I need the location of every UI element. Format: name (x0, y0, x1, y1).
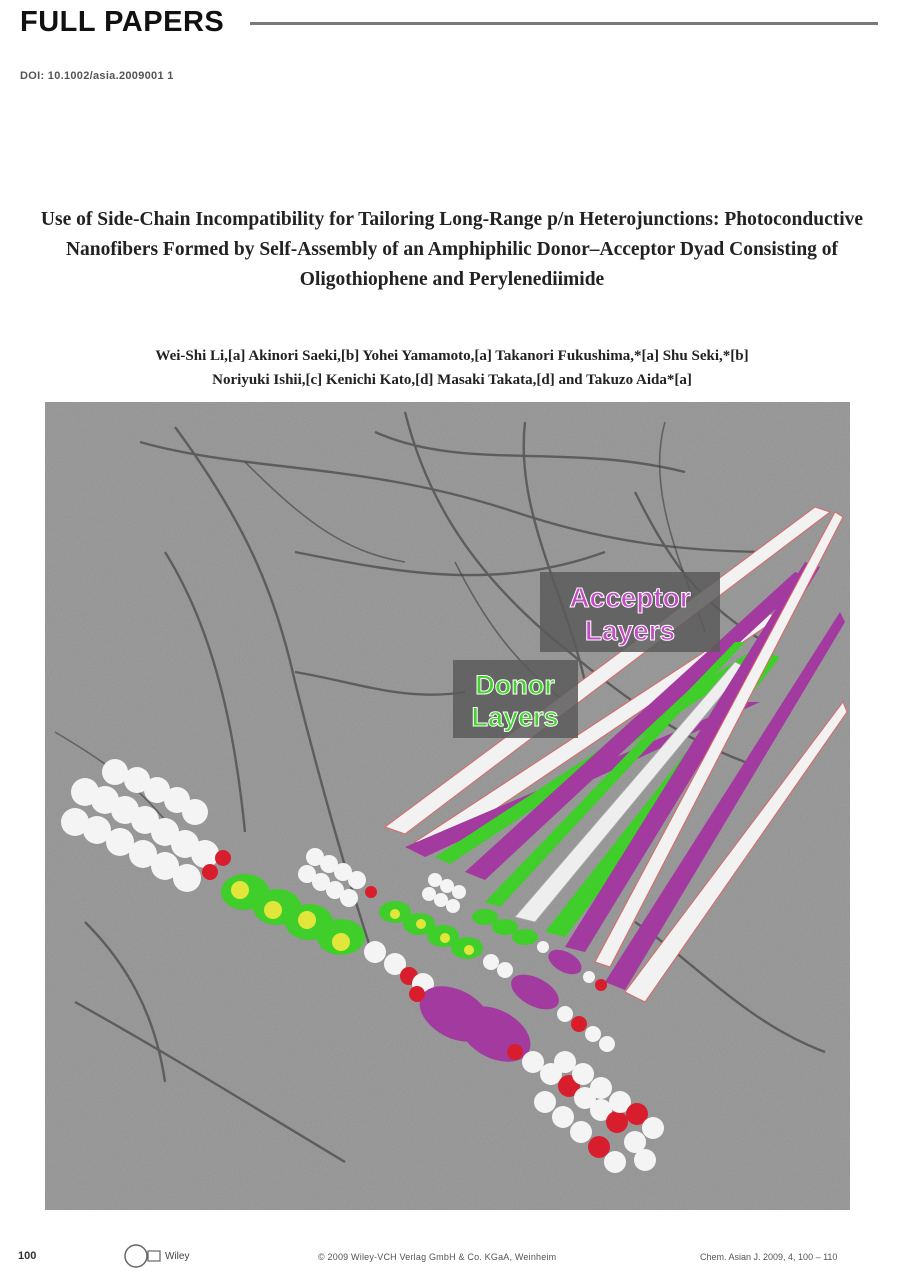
section-label: FULL PAPERS (20, 6, 225, 38)
author-list (14, 344, 890, 392)
acceptor-layers-label (540, 572, 720, 652)
toc-graphic (45, 402, 850, 1210)
article-title: Use of Side-Chain Incompatibility for Tailoring Long-Range p/n Heterojunctions: Photoconductive Nanofibers Formed by Self-Assembly of an Amphiphilic Donor–Acceptor Dyad Consisting of Oligothiophene and Perylenediimide (40, 209, 864, 290)
doi[interactable]: DOI: 10.1002/asia.2009001 1 (20, 70, 174, 82)
copyright-notice: © 2009 Wiley-VCH Verlag GmbH & Co. KGaA, Weinheim (318, 1252, 557, 1262)
authors-line-1: Wei-Shi Li,[a] Akinori Saeki,[b] Yohei Yamamoto,[a] Takanori Fukushima,*[a] Shu Seki,*[b] (155, 348, 749, 364)
page-number: 100 (18, 1250, 37, 1262)
donor-label-line2: Layers (471, 702, 559, 732)
acceptor-label-line1: Acceptor (569, 582, 691, 613)
acceptor-label-line2: Layers (584, 615, 676, 646)
donor-layers-label (453, 660, 578, 738)
publisher-name: Wiley (165, 1251, 190, 1262)
header-rule (250, 22, 878, 25)
journal-citation: Chem. Asian J. 2009, 4, 100 – 110 (700, 1252, 838, 1262)
authors-line-2: Noriyuki Ishii,[c] Kenichi Kato,[d] Masaki Takata,[d] and Takuzo Aida*[a] (212, 372, 692, 388)
donor-label-line1: Donor (475, 670, 555, 700)
